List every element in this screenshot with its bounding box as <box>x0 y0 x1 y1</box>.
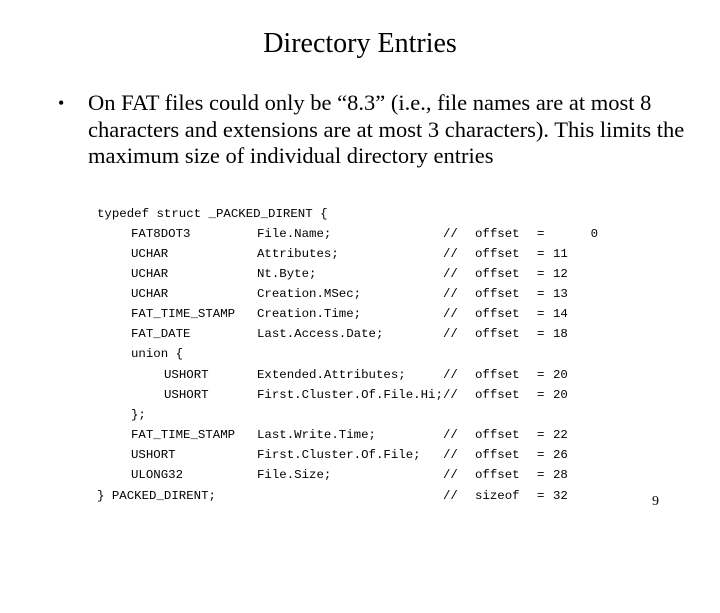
offset-value: 11 <box>553 247 568 261</box>
code-line-field <box>0 305 720 323</box>
equals-sign: = <box>537 468 545 482</box>
offset-label: offset <box>475 287 520 301</box>
offset-value: 20 <box>553 388 568 402</box>
offset-value: 13 <box>553 287 568 301</box>
code-line-field <box>0 245 720 263</box>
field-type: UCHAR <box>131 247 169 261</box>
struct-footer: } PACKED_DIRENT; <box>97 489 216 503</box>
offset-value: 22 <box>553 428 568 442</box>
sizeof-label: sizeof <box>475 489 520 503</box>
comment-marker: // <box>443 267 458 281</box>
code-line-field <box>0 426 720 444</box>
equals-sign: = <box>537 368 545 382</box>
comment-marker: // <box>443 388 458 402</box>
equals-sign: = <box>537 388 545 402</box>
offset-label: offset <box>475 468 520 482</box>
code-line-field <box>0 325 720 343</box>
code-line-field <box>0 466 720 484</box>
offset-value: 20 <box>553 368 568 382</box>
offset-label: offset <box>475 327 520 341</box>
code-line-field <box>0 446 720 464</box>
code-line-footer <box>0 487 720 505</box>
code-line-header <box>0 205 720 223</box>
field-name: First.Cluster.Of.File.Hi; <box>257 388 443 402</box>
offset-label: offset <box>475 227 520 241</box>
field-name: Creation.MSec; <box>257 287 362 301</box>
comment-marker: // <box>443 368 458 382</box>
code-line-union-field <box>0 366 720 384</box>
field-type: USHORT <box>164 388 209 402</box>
equals-sign: = <box>537 267 545 281</box>
equals-sign: = <box>537 247 545 261</box>
field-name: First.Cluster.Of.File; <box>257 448 421 462</box>
equals-sign: = <box>537 489 545 503</box>
code-line-union-open <box>0 345 720 363</box>
field-type: UCHAR <box>131 267 169 281</box>
field-name: Last.Access.Date; <box>257 327 384 341</box>
comment-marker: // <box>443 327 458 341</box>
struct-header: typedef struct _PACKED_DIRENT { <box>97 207 328 221</box>
code-line-field <box>0 225 720 243</box>
field-name: Last.Write.Time; <box>257 428 376 442</box>
offset-value: 12 <box>553 267 568 281</box>
union-close: }; <box>131 408 146 422</box>
bullet-text: On FAT files could only be “8.3” (i.e., file names are at most 8 characters and extensions are at most 3 characters). This limits the maximum size of individual directory entries <box>88 90 685 168</box>
field-type: FAT_TIME_STAMP <box>131 428 236 442</box>
offset-label: offset <box>475 428 520 442</box>
equals-sign: = <box>537 227 545 241</box>
offset-value: 18 <box>553 327 568 341</box>
union-open: union { <box>131 347 184 361</box>
comment-marker: // <box>443 227 458 241</box>
field-type: UCHAR <box>131 287 169 301</box>
offset-label: offset <box>475 448 520 462</box>
equals-sign: = <box>537 327 545 341</box>
field-name: Extended.Attributes; <box>257 368 406 382</box>
equals-sign: = <box>537 307 545 321</box>
field-type: USHORT <box>164 368 209 382</box>
comment-marker: // <box>443 428 458 442</box>
field-type: ULONG32 <box>131 468 184 482</box>
code-line-field <box>0 285 720 303</box>
code-line-union-field <box>0 386 720 404</box>
offset-label: offset <box>475 368 520 382</box>
equals-sign: = <box>537 287 545 301</box>
comment-marker: // <box>443 247 458 261</box>
slide-number: 9 <box>652 494 659 509</box>
bullet-item <box>58 90 688 170</box>
field-name: File.Size; <box>257 468 332 482</box>
bullet-dot: • <box>58 93 65 113</box>
offset-label: offset <box>475 247 520 261</box>
field-name: Nt.Byte; <box>257 267 317 281</box>
equals-sign: = <box>537 428 545 442</box>
comment-marker: // <box>443 448 458 462</box>
equals-sign: = <box>537 448 545 462</box>
comment-marker: // <box>443 489 458 503</box>
comment-marker: // <box>443 287 458 301</box>
offset-label: offset <box>475 307 520 321</box>
code-line-union-close <box>0 406 720 424</box>
field-type: USHORT <box>131 448 176 462</box>
offset-value: 26 <box>553 448 568 462</box>
sizeof-value: 32 <box>553 489 568 503</box>
offset-value: 0 <box>590 227 598 241</box>
field-name: File.Name; <box>257 227 332 241</box>
field-type: FAT8DOT3 <box>131 227 191 241</box>
slide-title: Directory Entries <box>263 28 457 59</box>
offset-label: offset <box>475 267 520 281</box>
offset-value: 14 <box>553 307 568 321</box>
field-type: FAT_DATE <box>131 327 191 341</box>
field-name: Creation.Time; <box>257 307 362 321</box>
field-type: FAT_TIME_STAMP <box>131 307 236 321</box>
code-line-field <box>0 265 720 283</box>
offset-label: offset <box>475 388 520 402</box>
offset-value: 28 <box>553 468 568 482</box>
field-name: Attributes; <box>257 247 339 261</box>
comment-marker: // <box>443 307 458 321</box>
comment-marker: // <box>443 468 458 482</box>
